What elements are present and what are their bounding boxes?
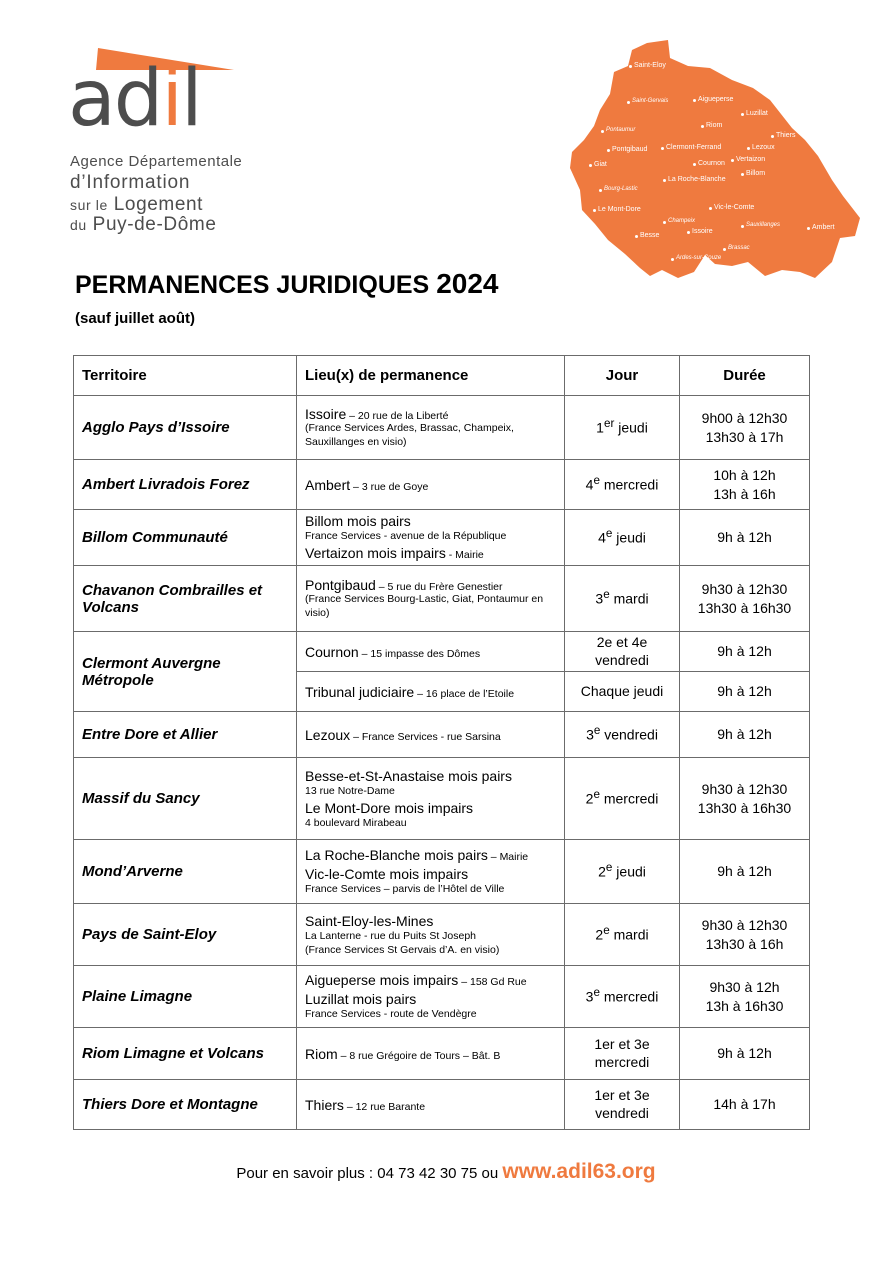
- map-city-dot: [731, 159, 734, 162]
- map-city-label: Clermont-Ferrand: [666, 144, 722, 151]
- cell-jour: 3e vendredi: [565, 712, 680, 758]
- map-city-label: Le Mont-Dore: [598, 206, 641, 213]
- cell-lieu: Saint-Eloy-les-Mines La Lanterne - rue du Puits St Joseph (France Services St Gervais d’A. en visio): [297, 904, 565, 966]
- cell-lieu: Pontgibaud – 5 rue du Frère Genestier (France Services Bourg-Lastic, Giat, Pontaumur en visio): [297, 566, 565, 632]
- logo-letter-l: l: [180, 54, 201, 144]
- cell-duree: 9h30 à 12h30 13h30 à 16h30: [680, 758, 810, 840]
- map-city-dot: [693, 99, 696, 102]
- cell-territoire: Ambert Livradois Forez: [74, 460, 297, 510]
- map-city-dot: [747, 147, 750, 150]
- map-city-dot: [709, 207, 712, 210]
- map-city-dot: [601, 130, 604, 133]
- cell-territoire: Billom Communauté: [74, 510, 297, 566]
- cell-territoire: Pays de Saint-Eloy: [74, 904, 297, 966]
- map-city-label: Issoire: [692, 228, 713, 235]
- map-city-label: Riom: [706, 122, 723, 129]
- cell-jour: 1er et 3e vendredi: [565, 1080, 680, 1130]
- table-row: [74, 1080, 810, 1130]
- cell-lieu: La Roche-Blanche mois pairs – Mairie Vic-le-Comte mois impairs France Services – parvis de l’Hôtel de Ville: [297, 840, 565, 904]
- cell-territoire: Riom Limagne et Volcans: [74, 1028, 297, 1080]
- puy-de-dome-map: [570, 40, 862, 290]
- map-city-label: Besse: [640, 232, 660, 239]
- table-row: [74, 966, 810, 1028]
- header-jour: Jour: [565, 356, 680, 396]
- permanences-table: [73, 355, 810, 1130]
- cell-territoire: Massif du Sancy: [74, 758, 297, 840]
- map-city-dot: [741, 113, 744, 116]
- map-city-label: Lezoux: [752, 144, 775, 151]
- map-city-label: Luzillat: [746, 110, 768, 117]
- cell-duree: 9h30 à 12h30 13h30 à 16h: [680, 904, 810, 966]
- table-row: [74, 840, 810, 904]
- table-row: [74, 632, 810, 672]
- map-city-label: Ambert: [812, 224, 835, 231]
- cell-territoire: Chavanon Combrailles et Volcans: [74, 566, 297, 632]
- cell-jour: Chaque jeudi: [565, 672, 680, 712]
- cell-lieu: Issoire – 20 rue de la Liberté (France Services Ardes, Brassac, Champeix, Sauxillanges en visio): [297, 396, 565, 460]
- map-city-label: Vic-le-Comte: [714, 204, 755, 211]
- logo-line-logement: sur le Logement: [70, 194, 204, 215]
- cell-duree: 9h à 12h: [680, 712, 810, 758]
- page-subtitle: (sauf juillet août): [75, 310, 195, 327]
- map-city-dot: [629, 65, 632, 68]
- cell-jour: 1er jeudi: [565, 396, 680, 460]
- logo-line-information: d’Information: [70, 172, 191, 193]
- footer-phone-text: Pour en savoir plus : 04 73 42 30 75 ou: [236, 1165, 503, 1182]
- cell-jour: 4e jeudi: [565, 510, 680, 566]
- logo-line-puy-de-dome: du Puy-de-Dôme: [70, 214, 217, 235]
- table-row: [74, 396, 810, 460]
- cell-duree: 10h à 12h 13h à 16h: [680, 460, 810, 510]
- map-city-dot: [741, 225, 744, 228]
- table-row: [74, 904, 810, 966]
- map-city-label: Sauxillanges: [746, 222, 781, 228]
- cell-jour: 4e mercredi: [565, 460, 680, 510]
- map-city-label: Ardes-sur-Couze: [676, 255, 722, 261]
- cell-lieu: Cournon – 15 impasse des Dômes: [297, 632, 565, 672]
- cell-duree: 14h à 17h: [680, 1080, 810, 1130]
- map-city-label: Pontaumur: [606, 127, 636, 133]
- cell-duree: 9h30 à 12h 13h à 16h30: [680, 966, 810, 1028]
- map-city-dot: [771, 135, 774, 138]
- table-row: [74, 460, 810, 510]
- map-city-label: Saint-Gervais: [632, 98, 669, 104]
- cell-duree: 9h30 à 12h30 13h30 à 16h30: [680, 566, 810, 632]
- cell-duree: 9h à 12h: [680, 840, 810, 904]
- cell-duree: 9h à 12h: [680, 1028, 810, 1080]
- map-city-dot: [687, 231, 690, 234]
- cell-jour: 3e mercredi: [565, 966, 680, 1028]
- cell-duree: 9h à 12h: [680, 632, 810, 672]
- map-city-dot: [627, 101, 630, 104]
- cell-territoire: Mond’Arverne: [74, 840, 297, 904]
- map-city-dot: [661, 147, 664, 150]
- table-row: [74, 712, 810, 758]
- cell-lieu: Aigueperse mois impairs – 158 Gd Rue Luzillat mois pairs France Services - route de Vendègre: [297, 966, 565, 1028]
- footer-website-link[interactable]: www.adil63.org: [502, 1160, 656, 1183]
- map-city-label: Pontgibaud: [612, 146, 648, 153]
- map-city-dot: [807, 227, 810, 230]
- table-header-row: [74, 356, 810, 396]
- cell-jour: 2e jeudi: [565, 840, 680, 904]
- cell-jour: 2e mercredi: [565, 758, 680, 840]
- table-row: [74, 510, 810, 566]
- cell-jour: 3e mardi: [565, 566, 680, 632]
- cell-territoire: Entre Dore et Allier: [74, 712, 297, 758]
- table-row: [74, 566, 810, 632]
- map-city-label: La Roche-Blanche: [668, 176, 726, 183]
- cell-lieu: Ambert – 3 rue de Goye: [297, 460, 565, 510]
- footer-contact: [0, 1160, 892, 1184]
- cell-lieu: Thiers – 12 rue Barante: [297, 1080, 565, 1130]
- cell-lieu: Besse-et-St-Anastaise mois pairs 13 rue Notre-Dame Le Mont-Dore mois impairs 4 boulevard Mirabeau: [297, 758, 565, 840]
- map-city-dot: [635, 235, 638, 238]
- map-city-label: Champeix: [668, 218, 696, 224]
- map-city-label: Billom: [746, 170, 766, 177]
- header-duree: Durée: [680, 356, 810, 396]
- map-city-dot: [663, 179, 666, 182]
- map-city-dot: [607, 149, 610, 152]
- cell-duree: 9h à 12h: [680, 510, 810, 566]
- header-territoire: Territoire: [74, 356, 297, 396]
- title-text: PERMANENCES JURIDIQUES: [75, 271, 430, 299]
- page-title: [75, 268, 498, 300]
- map-city-dot: [671, 258, 674, 261]
- logo-letter-i: i: [161, 54, 181, 144]
- map-city-dot: [599, 189, 602, 192]
- logo-letters-ad: ad: [68, 54, 162, 144]
- cell-lieu: Riom – 8 rue Grégoire de Tours – Bât. B: [297, 1028, 565, 1080]
- table-row: [74, 758, 810, 840]
- cell-territoire: Plaine Limagne: [74, 966, 297, 1028]
- map-city-label: Bourg-Lastic: [604, 186, 638, 192]
- title-year: 2024: [436, 268, 499, 299]
- map-city-dot: [693, 163, 696, 166]
- cell-jour: 1er et 3e mercredi: [565, 1028, 680, 1080]
- header-lieu: Lieu(x) de permanence: [297, 356, 565, 396]
- cell-territoire: Agglo Pays d’Issoire: [74, 396, 297, 460]
- table-row: [74, 1028, 810, 1080]
- cell-jour: 2e mardi: [565, 904, 680, 966]
- cell-duree: 9h à 12h: [680, 672, 810, 712]
- logo-line-agence: Agence Départementale: [70, 153, 243, 170]
- cell-lieu: Billom mois pairs France Services - avenue de la République Vertaizon mois impairs - Mairie: [297, 510, 565, 566]
- map-city-label: Aigueperse: [698, 96, 734, 103]
- map-city-dot: [589, 164, 592, 167]
- map-city-label: Brassac: [728, 245, 750, 251]
- map-city-dot: [723, 248, 726, 251]
- map-city-label: Vertaizon: [736, 156, 766, 163]
- map-city-dot: [701, 125, 704, 128]
- logo-wordmark: [68, 54, 201, 144]
- map-city-dot: [663, 221, 666, 224]
- cell-territoire: Clermont Auvergne Métropole: [74, 632, 297, 712]
- map-city-label: Cournon: [698, 160, 725, 167]
- cell-jour: 2e et 4e vendredi: [565, 632, 680, 672]
- map-city-label: Giat: [594, 161, 607, 168]
- map-city-dot: [741, 173, 744, 176]
- map-city-dot: [593, 209, 596, 212]
- cell-territoire: Thiers Dore et Montagne: [74, 1080, 297, 1130]
- map-city-label: Thiers: [776, 132, 796, 139]
- cell-duree: 9h00 à 12h30 13h30 à 17h: [680, 396, 810, 460]
- cell-lieu: Lezoux – France Services - rue Sarsina: [297, 712, 565, 758]
- map-city-label: Saint-Eloy: [634, 62, 666, 69]
- cell-lieu: Tribunal judiciaire – 16 place de l’Etoile: [297, 672, 565, 712]
